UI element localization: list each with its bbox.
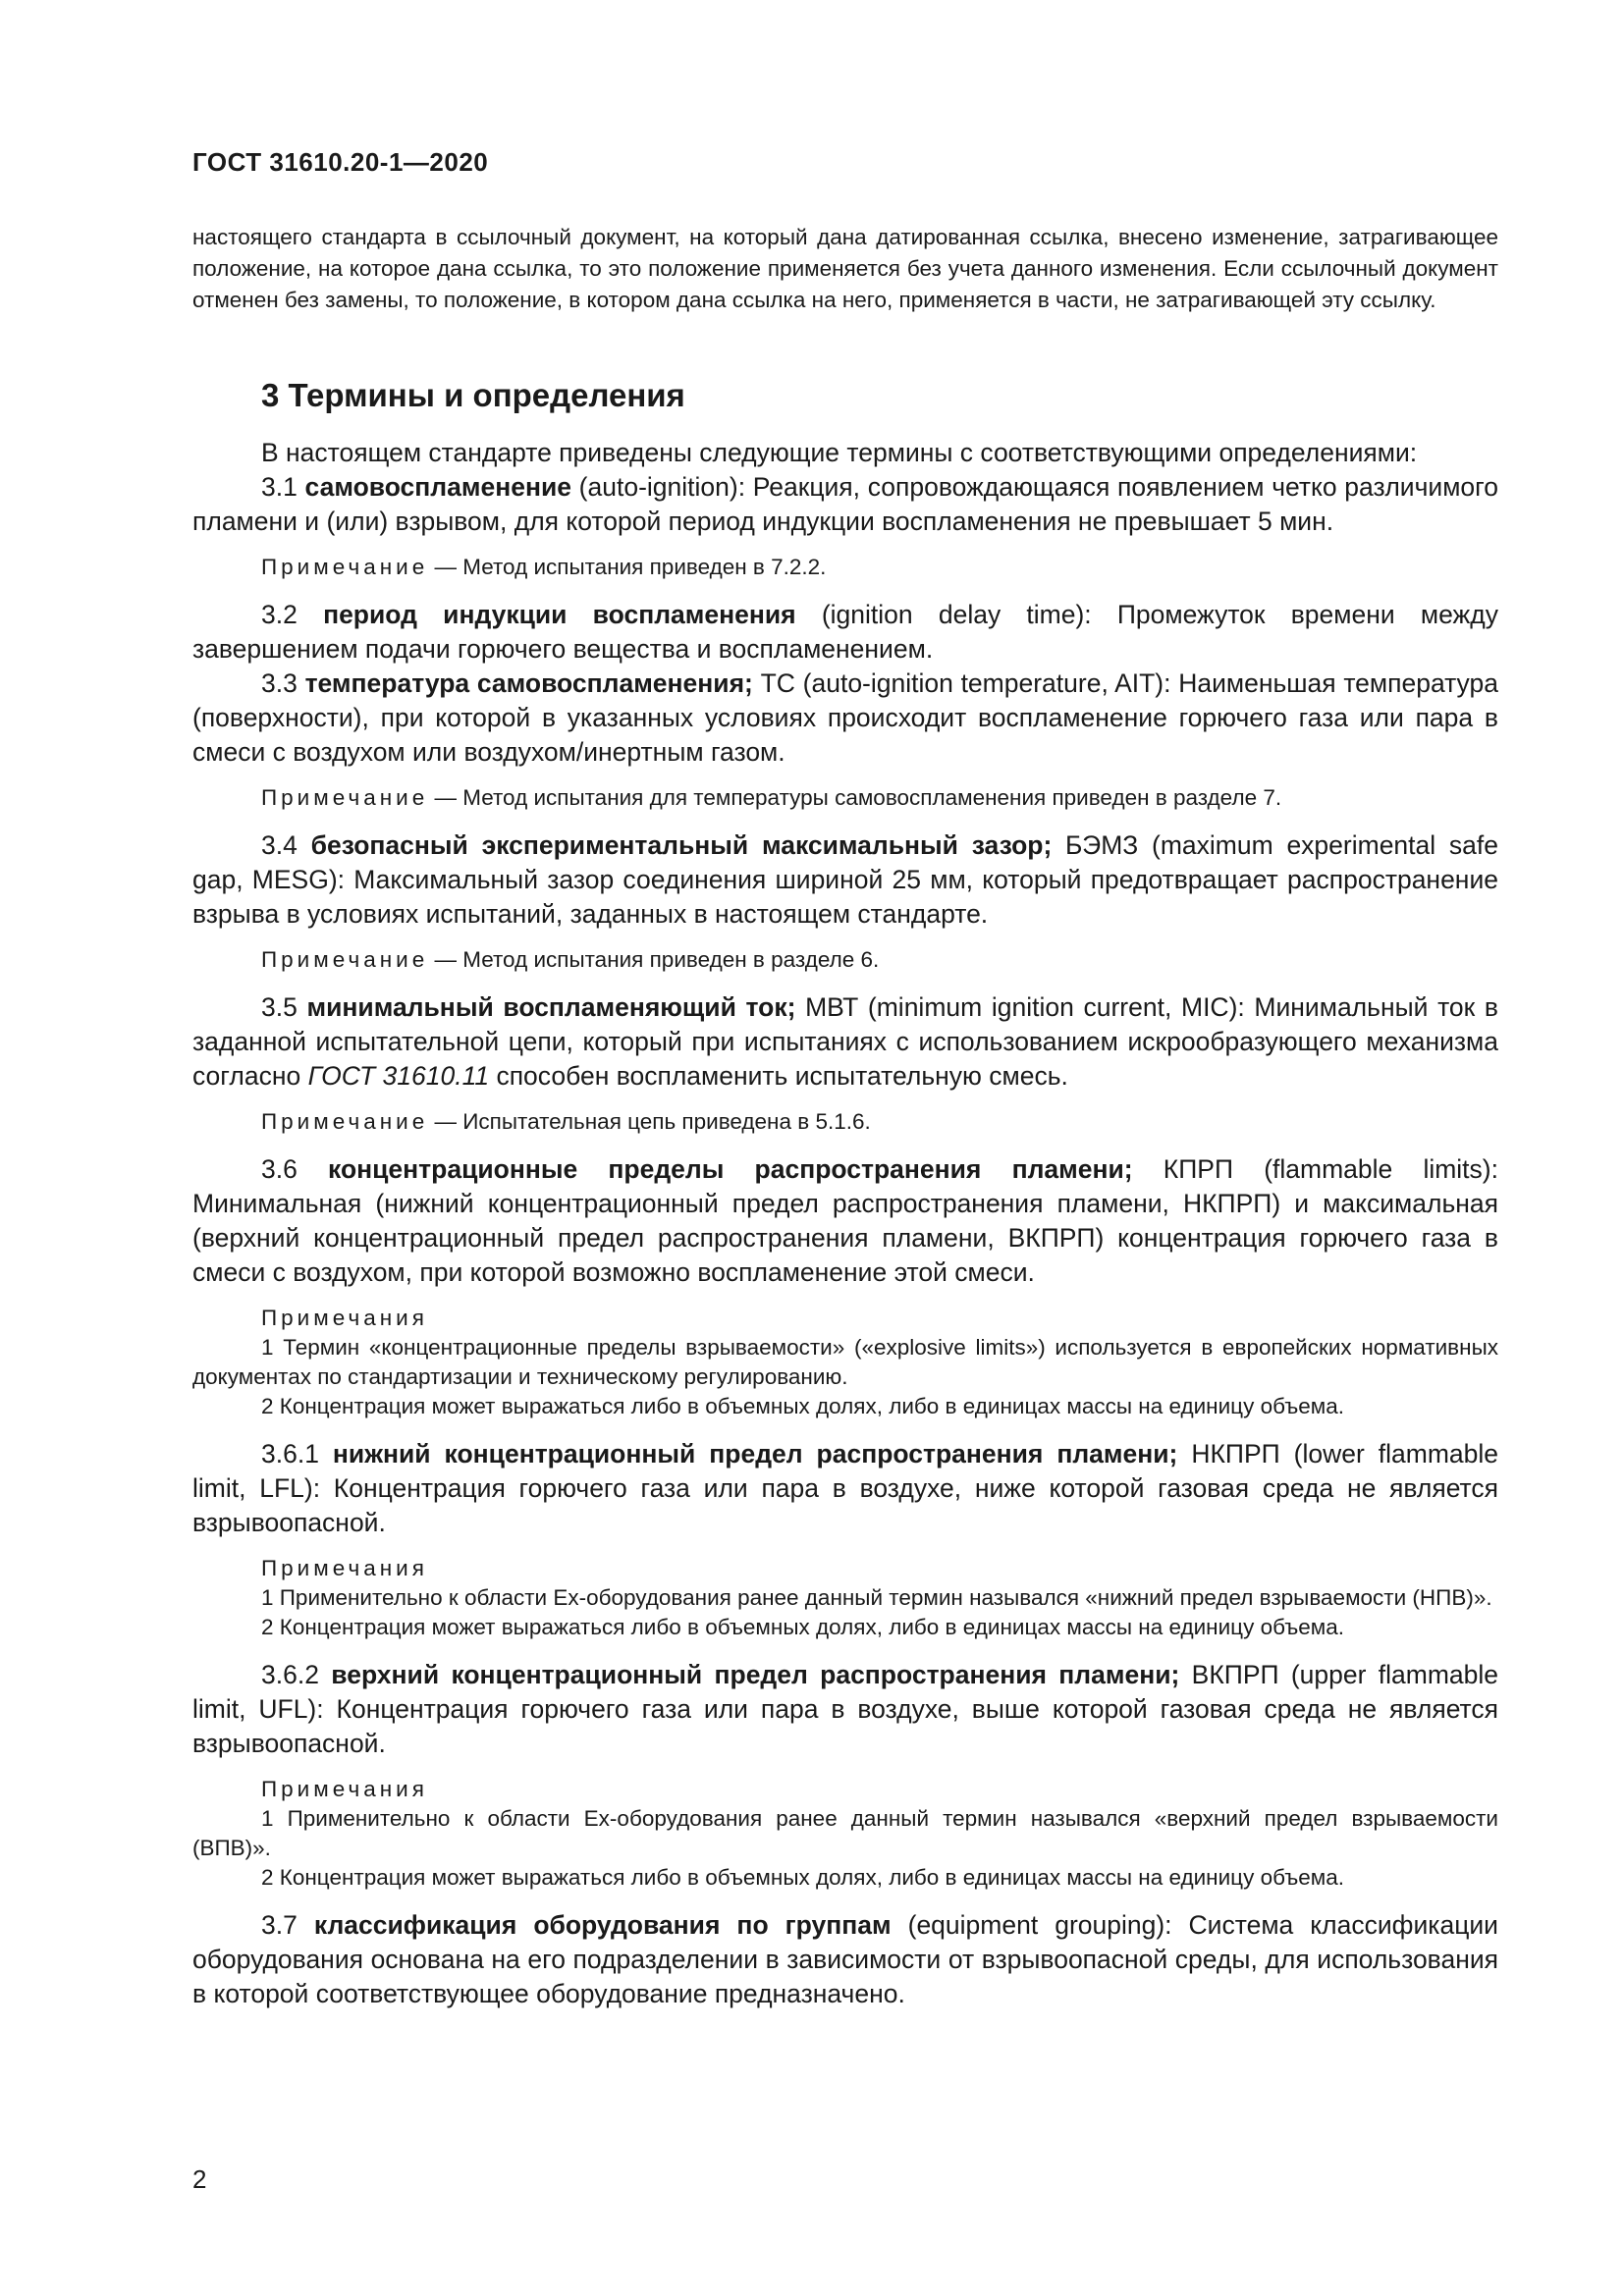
notes-3-6-2 [192,1775,1498,1893]
term-3-7: 3.7 классификация оборудования по группам (equipment grouping): Система классификации оборудования основана на его подразделении в зависимости от взрывоопасной среды, для использования в которой соответствующее оборудование предназначено. [192,1910,1498,2008]
term-3-3: 3.3 температура самовоспламенения; ТС (auto-ignition temperature, AIT): Наименьшая температура (поверхности), при которой в указанных условиях происходит воспламенение горючего газа или пара в смеси с воздухом или воздухом/инертным газом. [192,668,1498,767]
continuation-paragraph: настоящего стандарта в ссылочный документ, на который дана датированная ссылка, внесено изменение, затрагивающее положение, на которое дана ссылка, то это положение применяется без учета данного изменения. Если ссылочный документ отменен без замены, то положение, в котором дана ссылка на него, применяется в части, не затрагивающей эту ссылку. [192,225,1498,312]
term-3-6-1: 3.6.1 нижний концентрационный предел распространения пламени; НКПРП (lower flammable limit, LFL): Концентрация горючего газа или пара в воздухе, ниже которой газовая среда не является взрывоопасной. [192,1439,1498,1537]
term-3-6: 3.6 концентрационные пределы распространения пламени; КПРП (flammable limits): Минимальная (нижний концентрационный предел распространения пламени, НКПРП) и максимальная (верхний концентрационный предел распространения пламени, ВКПРП) концентрация горючего газа в смеси с воздухом, при которой возможно воспламенение этой смеси. [192,1154,1498,1287]
notes-3-6-1 [192,1554,1498,1642]
notes-3-6 [192,1304,1498,1421]
note-item: 1 Применительно к области Ex-оборудования ранее данный термин назывался «верхний предел взрываемости (ВПВ)». [192,1806,1498,1860]
note-item: 2 Концентрация может выражаться либо в объемных долях, либо в единицах массы на единицу объема. [261,1615,1345,1639]
notes-heading: Примечания [261,1777,428,1801]
note-item: 2 Концентрация может выражаться либо в объемных долях, либо в единицах массы на единицу объема. [261,1865,1345,1890]
note-item: 1 Термин «концентрационные пределы взрываемости» («explosive limits») используется в европейских нормативных документах по стандартизации и техническому регулированию. [192,1335,1498,1389]
section-intro: В настоящем стандарте приведены следующие термины с соответствующими определениями: [261,438,1418,467]
term-3-5: 3.5 минимальный воспламеняющий ток; МВТ (minimum ignition current, MIC): Минимальный ток в заданной испытательной цепи, который при испытаниях с использованием искрообразующего механизма согласно ГОСТ 31610.11 способен воспламенить испытательную смесь. [192,992,1498,1091]
note-item: 2 Концентрация может выражаться либо в объемных долях, либо в единицах массы на единицу объема. [261,1394,1345,1418]
note-item: 1 Применительно к области Ex-оборудования ранее данный термин назывался «нижний предел взрываемости (НПВ)». [261,1585,1492,1610]
document-header: ГОСТ 31610.20-1—2020 [192,147,489,177]
standard-reference: ГОСТ 31610.11 [307,1061,490,1091]
term-3-1: 3.1 самовоспламенение (auto-ignition): Реакция, сопровождающаяся появлением четко различимого пламени и (или) взрывом, для которой период индукции воспламенения не превышает 5 мин. [192,472,1498,536]
note-3-4: Примечание — Метод испытания приведен в разделе 6. [261,947,880,972]
term-3-6-2: 3.6.2 верхний концентрационный предел распространения пламени; ВКПРП (upper flammable limit, UFL): Концентрация горючего газа или пара в воздухе, выше которой газовая среда не является взрывоопасной. [192,1660,1499,1758]
note-3-3: Примечание — Метод испытания для температуры самовоспламенения приведен в разделе 7. [261,785,1282,810]
notes-heading: Примечания [261,1556,428,1580]
term-3-2: 3.2 период индукции воспламенения (ignition delay time): Промежуток времени между завершением подачи горючего вещества и воспламенением. [192,600,1498,664]
document-body [192,222,1498,2011]
notes-heading: Примечания [261,1306,428,1330]
term-3-4: 3.4 безопасный экспериментальный максимальный зазор; БЭМЗ (maximum experimental safe gap, MESG): Максимальный зазор соединения шириной 25 мм, который предотвращает распространение взрыва в условиях испытаний, заданных в настоящем стандарте. [192,830,1498,929]
section-title: 3 Термины и определения [261,377,685,413]
note-3-1: Примечание — Метод испытания приведен в 7.2.2. [261,555,827,579]
note-3-5: Примечание — Испытательная цепь приведена в 5.1.6. [261,1109,871,1134]
page-number: 2 [192,2164,207,2194]
